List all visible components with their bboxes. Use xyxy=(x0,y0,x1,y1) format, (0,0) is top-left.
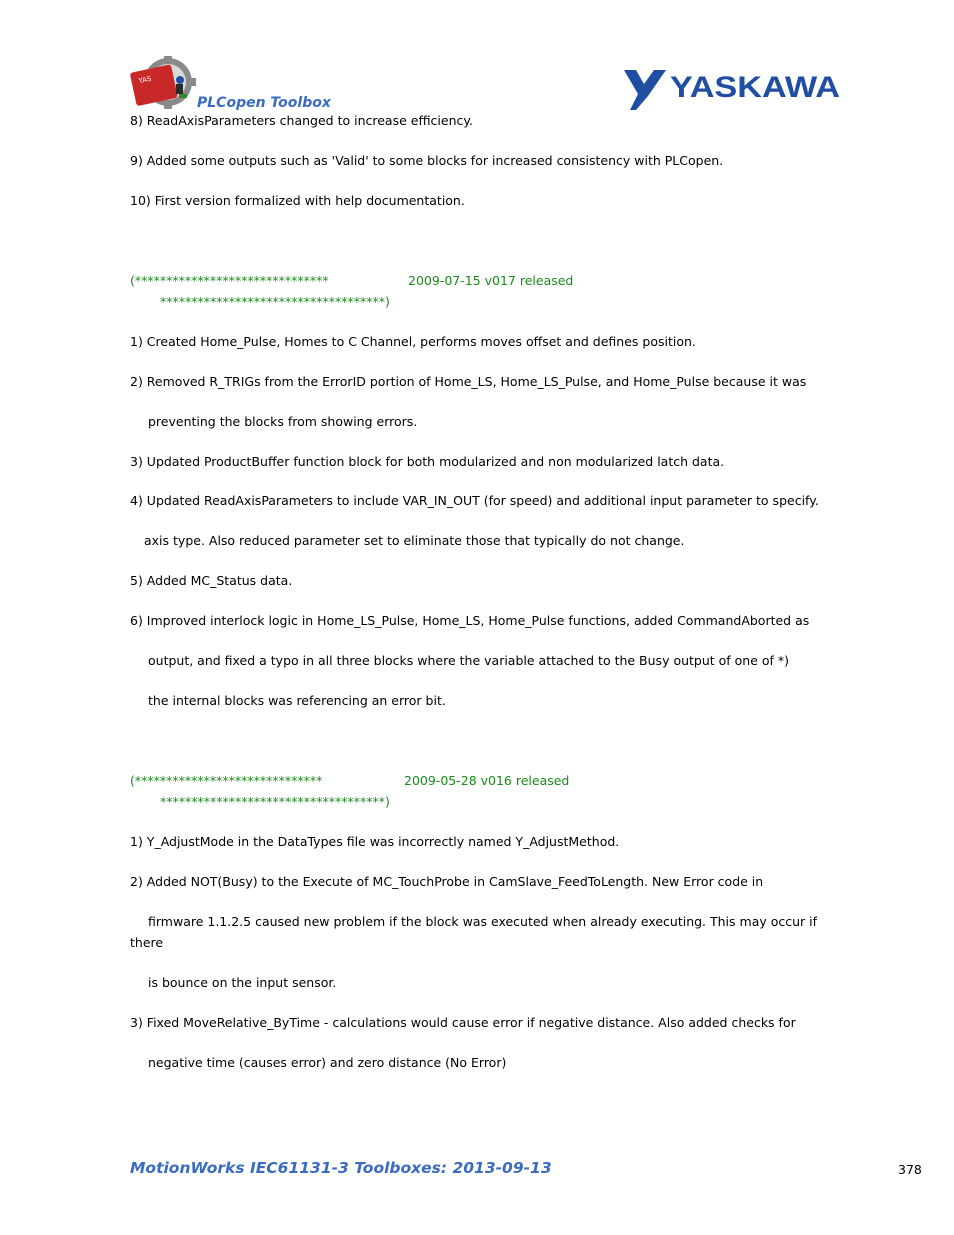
text-line: negative time (causes error) and zero distance (No Error) xyxy=(148,1055,507,1070)
text-line: the internal blocks was referencing an error bit. xyxy=(148,693,446,708)
brand-title: PLCopen Toolbox xyxy=(197,95,331,111)
text-line: 6) Improved interlock logic in Home_LS_Pulse, Home_LS, Home_Pulse functions, added CommandAborted as xyxy=(130,613,810,628)
yaskawa-mark-icon xyxy=(624,70,666,110)
text-line: 3) Fixed MoveRelative_ByTime - calculations would cause error if negative distance. Also added checks for xyxy=(130,1015,796,1030)
text-line: output, and fixed a typo in all three blocks where the variable attached to the Busy output of one of *) xyxy=(148,653,790,668)
text-line: 1) Y_AdjustMode in the DataTypes file was incorrectly named Y_AdjustMethod. xyxy=(130,834,620,849)
text-line: 2) Removed R_TRIGs from the ErrorID portion of Home_LS, Home_LS_Pulse, and Home_Pulse because it was xyxy=(130,374,807,389)
text-line: 4) Updated ReadAxisParameters to include VAR_IN_OUT (for speed) and additional input parameter to specify. xyxy=(130,493,819,508)
text-line: 9) Added some outputs such as 'Valid' to some blocks for increased consistency with PLCopen. xyxy=(130,153,724,168)
release-marker: (******************************* xyxy=(130,273,329,288)
text-line: 10) First version formalized with help documentation. xyxy=(130,193,465,208)
text-line: 3) Updated ProductBuffer function block for both modularized and non modularized latch data. xyxy=(130,454,725,469)
text-line: is bounce on the input sensor. xyxy=(148,975,337,990)
svg-text:YAS: YAS xyxy=(137,74,153,86)
text-line: 8) ReadAxisParameters changed to increase efficiency. xyxy=(130,113,473,128)
text-line: 1) Created Home_Pulse, Homes to C Channel, performs moves offset and defines position. xyxy=(130,334,696,349)
text-line: there xyxy=(130,935,164,950)
release-heading: 2009-05-28 v016 released xyxy=(404,773,570,788)
yaskawa-wordmark: YASKAWA xyxy=(670,71,840,104)
text-line: firmware 1.1.2.5 caused new problem if the block was executed when already executing. This may occur if xyxy=(148,914,818,929)
release-marker: ************************************) xyxy=(160,794,390,809)
release-marker: ************************************) xyxy=(160,294,390,309)
page-number: 378 xyxy=(898,1162,922,1177)
text-line: 2) Added NOT(Busy) to the Execute of MC_TouchProbe in CamSlave_FeedToLength. New Error code in xyxy=(130,874,764,889)
release-marker: (****************************** xyxy=(130,773,323,788)
release-heading: 2009-07-15 v017 released xyxy=(408,273,574,288)
footer-title: MotionWorks IEC61131-3 Toolboxes: 2013-09-13 xyxy=(130,1159,552,1177)
text-line: preventing the blocks from showing errors. xyxy=(148,414,418,429)
yaskawa-logo xyxy=(622,66,844,112)
text-line: 5) Added MC_Status data. xyxy=(130,573,293,588)
text-line: axis type. Also reduced parameter set to eliminate those that typically do not change. xyxy=(144,533,685,548)
plcopen-logo xyxy=(130,56,200,112)
